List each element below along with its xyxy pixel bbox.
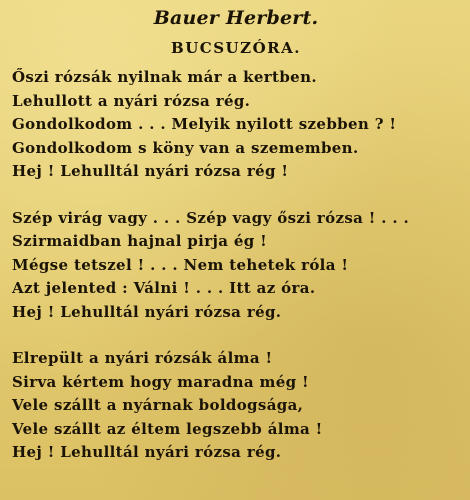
- poem-line: Szirmaidban hajnal pirja ég !: [12, 232, 268, 250]
- stanza-2: [12, 207, 460, 325]
- author-name: Bauer Herbert.: [153, 7, 319, 29]
- poem-line: Hej ! Lehulltál nyári rózsa rég !: [12, 162, 289, 180]
- poem-line: Gondolkodom . . . Melyik nyilott szebben ? !: [12, 115, 397, 133]
- poem-line: Sirva kértem hogy maradna még !: [12, 372, 309, 391]
- poem-line: Őszi rózsák nyilnak már a kertben.: [12, 68, 317, 86]
- poem-line: Gondolkodom s köny van a szememben.: [12, 138, 359, 157]
- poem-line: Hej ! Lehulltál nyári rózsa rég.: [12, 302, 282, 321]
- poem-line: Azt jelented : Válni ! . . . Itt az óra.: [12, 279, 316, 297]
- stanza-3: [12, 347, 460, 465]
- poem-line: Elrepült a nyári rózsák álma !: [12, 349, 273, 367]
- poem-line: Mégse tetszel ! . . . Nem tehetek róla !: [12, 255, 349, 274]
- poem-line: Vele szállt a nyárnak boldogsága,: [12, 396, 304, 414]
- stanza-1: [12, 66, 460, 184]
- poem-line: Vele szállt az éltem legszebb álma !: [12, 419, 323, 438]
- poem-line: Lehullott a nyári rózsa rég.: [12, 91, 251, 110]
- poem-line: Hej ! Lehulltál nyári rózsa rég.: [12, 443, 282, 461]
- poem-title: BUCSUZÓRA.: [171, 39, 301, 57]
- poem-line: Szép virág vagy . . . Szép vagy őszi rózsa ! . . .: [12, 208, 410, 227]
